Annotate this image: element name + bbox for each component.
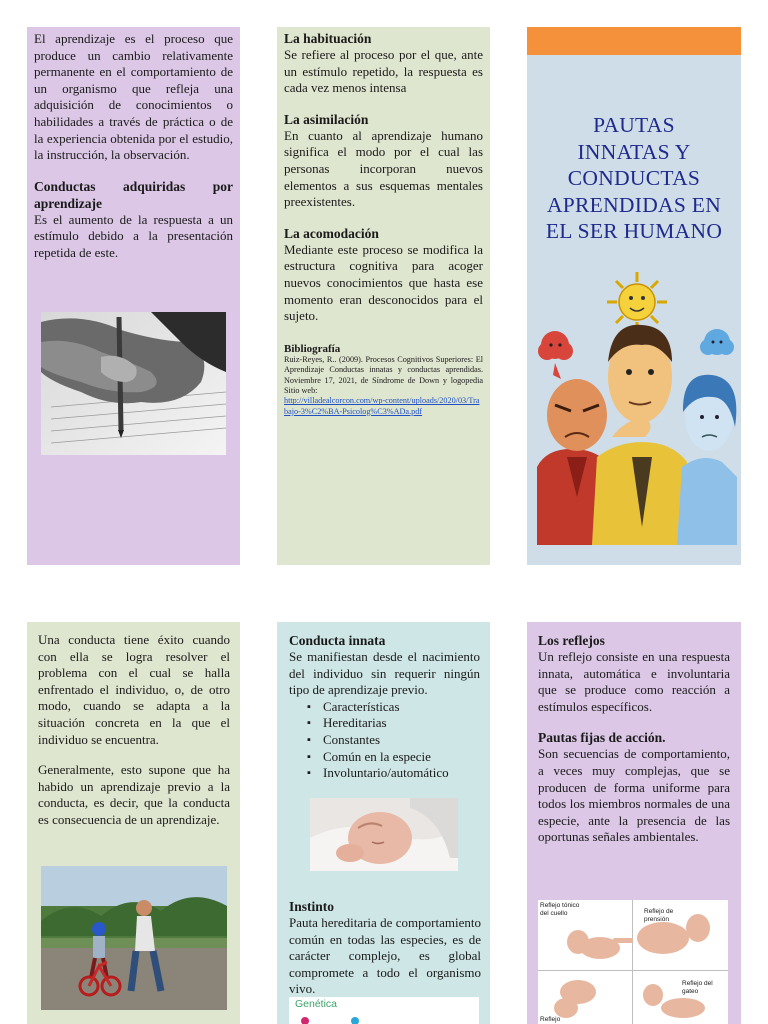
baby-reflexes-photo bbox=[538, 900, 728, 1024]
accommodation-text: Mediante este proceso se modifica la estructura cognitiva para acoger nuevos conocimientos que hasta ese momento eran desconocidos para el sujeto. bbox=[284, 241, 483, 324]
fixed-action-text: Son secuencias de comportamiento, a veces muy complejas, que se producen de forma uniforme para todos los miembros normales de una especie, ante la presencia de las oportunas señales ambientales. bbox=[538, 746, 730, 845]
prior-learning-text: Generalmente, esto supone que ha habido un aprendizaje previo a la conducta, es decir, que la conducta es consecuencia de un aprendizaje. bbox=[38, 762, 230, 827]
child-bicycle-photo bbox=[41, 866, 227, 1010]
bibliography-text: Ruiz-Reyes, R.. (2009). Procesos Cognitivos Superiores: El Aprendizaje Conductas innatas y conductas aprendidas. Noviembre 17, 2021, de Síndrome de Down y logopedia Sitio web: bbox=[284, 354, 483, 395]
cover-title-line: INNATAS Y bbox=[577, 139, 691, 164]
cover-title-line: CONDUCTAS bbox=[567, 166, 701, 190]
habituation-text: Se refiere al proceso por el que, ante un estímulo repetido, la respuesta es cada vez menos intensa bbox=[284, 47, 483, 96]
reflex-label: Reflejo tónico del cuello bbox=[540, 902, 580, 917]
panel-reflexes bbox=[527, 622, 741, 1024]
writing-hand-photo bbox=[41, 312, 226, 455]
list-item: ▪ Constantes bbox=[323, 732, 480, 749]
list-item: ▪ Características bbox=[323, 699, 480, 716]
bibliography-link[interactable]: http://villadealcorcon.com/wp-content/uploads/2020/03/Trabajo-3%C2%BA-Psicolog%C3%ADa.pdf bbox=[284, 396, 480, 416]
cover-illustration bbox=[537, 267, 737, 545]
acquired-behaviors-heading: Conductas adquiridas por aprendizaje bbox=[34, 178, 233, 211]
sun-icon bbox=[607, 272, 667, 332]
cover-orange-band bbox=[527, 27, 741, 55]
cover-title-line: EL SER HUMANO bbox=[545, 219, 723, 243]
panel-learning-processes bbox=[277, 27, 490, 565]
dna-dot-icon bbox=[351, 1017, 359, 1024]
woman-figure bbox=[677, 375, 737, 545]
instinct-heading: Instinto bbox=[289, 899, 335, 914]
newborn-photo bbox=[310, 798, 458, 871]
reflexes-heading: Los reflejos bbox=[538, 633, 605, 648]
reflex-label: Reflejo del gateo bbox=[682, 980, 713, 995]
habituation-heading: La habituación bbox=[284, 31, 372, 46]
successful-behavior-text: Una conducta tiene éxito cuando con ella se logra resolver el problema con el cual se halla enfrentado el individuo, o, de otro modo, cuando se adapta a la situación concreta en la que el individuo se encuentra. bbox=[38, 632, 230, 747]
genetics-label: Genética bbox=[295, 998, 338, 1010]
learning-definition: El aprendizaje es el proceso que produce un cambio relativamente permanente en el comportamiento de un organismo que refleja una adquisición de conocimientos o habilidades a través de práctica o de la experiencia obtenida por el estudio, la instrucción, la observación. bbox=[34, 31, 233, 163]
fixed-action-heading: Pautas fijas de acción. bbox=[538, 730, 666, 746]
angry-cloud-icon bbox=[538, 331, 573, 379]
panel-cover bbox=[527, 27, 741, 565]
innate-characteristics-list bbox=[289, 699, 480, 782]
genetics-image bbox=[289, 997, 479, 1024]
innate-behavior-text: Se manifiestan desde el nacimiento del individuo sin requerir ningún tipo de aprendizaje previo. bbox=[289, 649, 480, 698]
panel-successful-behavior bbox=[27, 622, 240, 1024]
assimilation-text: En cuanto al aprendizaje humano significa el modo por el cual las personas incorporan nuevos elementos a sus esquemas mentales preexistentes. bbox=[284, 127, 483, 210]
list-item: ▪ Hereditarias bbox=[323, 715, 480, 732]
list-item: ▪ Involuntario/automático bbox=[323, 765, 480, 782]
bibliography-heading: Bibliografía bbox=[284, 342, 341, 355]
list-item: ▪ Común en la especie bbox=[323, 749, 480, 766]
cover-title bbox=[527, 112, 741, 245]
panel-learning-intro bbox=[27, 27, 240, 565]
dna-dot-icon bbox=[301, 1017, 309, 1024]
thinking-man-figure bbox=[592, 325, 687, 545]
instinct-text: Pauta hereditaria de comportamiento común en todas las especies, es de carácter complejo, es global compromete a todo el organismo vivo. bbox=[289, 915, 481, 997]
reflex-label: Reflejo bbox=[540, 1016, 561, 1023]
innate-behavior-heading: Conducta innata bbox=[289, 633, 386, 648]
reflex-label: Reflejo de prensión bbox=[644, 908, 674, 923]
acquired-behaviors-text: Es el aumento de la respuesta a un estímulo debido a la presentación repetida de este. bbox=[34, 211, 233, 260]
assimilation-heading: La asimilación bbox=[284, 111, 369, 127]
cover-title-line: APRENDIDAS EN bbox=[546, 192, 722, 217]
accommodation-heading: La acomodación bbox=[284, 225, 379, 241]
reflexes-text: Un reflejo consiste en una respuesta innata, automática e involuntaria que se produce como reacción a estímulos específicos. bbox=[538, 649, 730, 714]
blue-cloud-icon bbox=[700, 329, 734, 355]
cover-title-line: PAUTAS bbox=[593, 113, 675, 137]
panel-innate-behavior bbox=[277, 622, 490, 1024]
